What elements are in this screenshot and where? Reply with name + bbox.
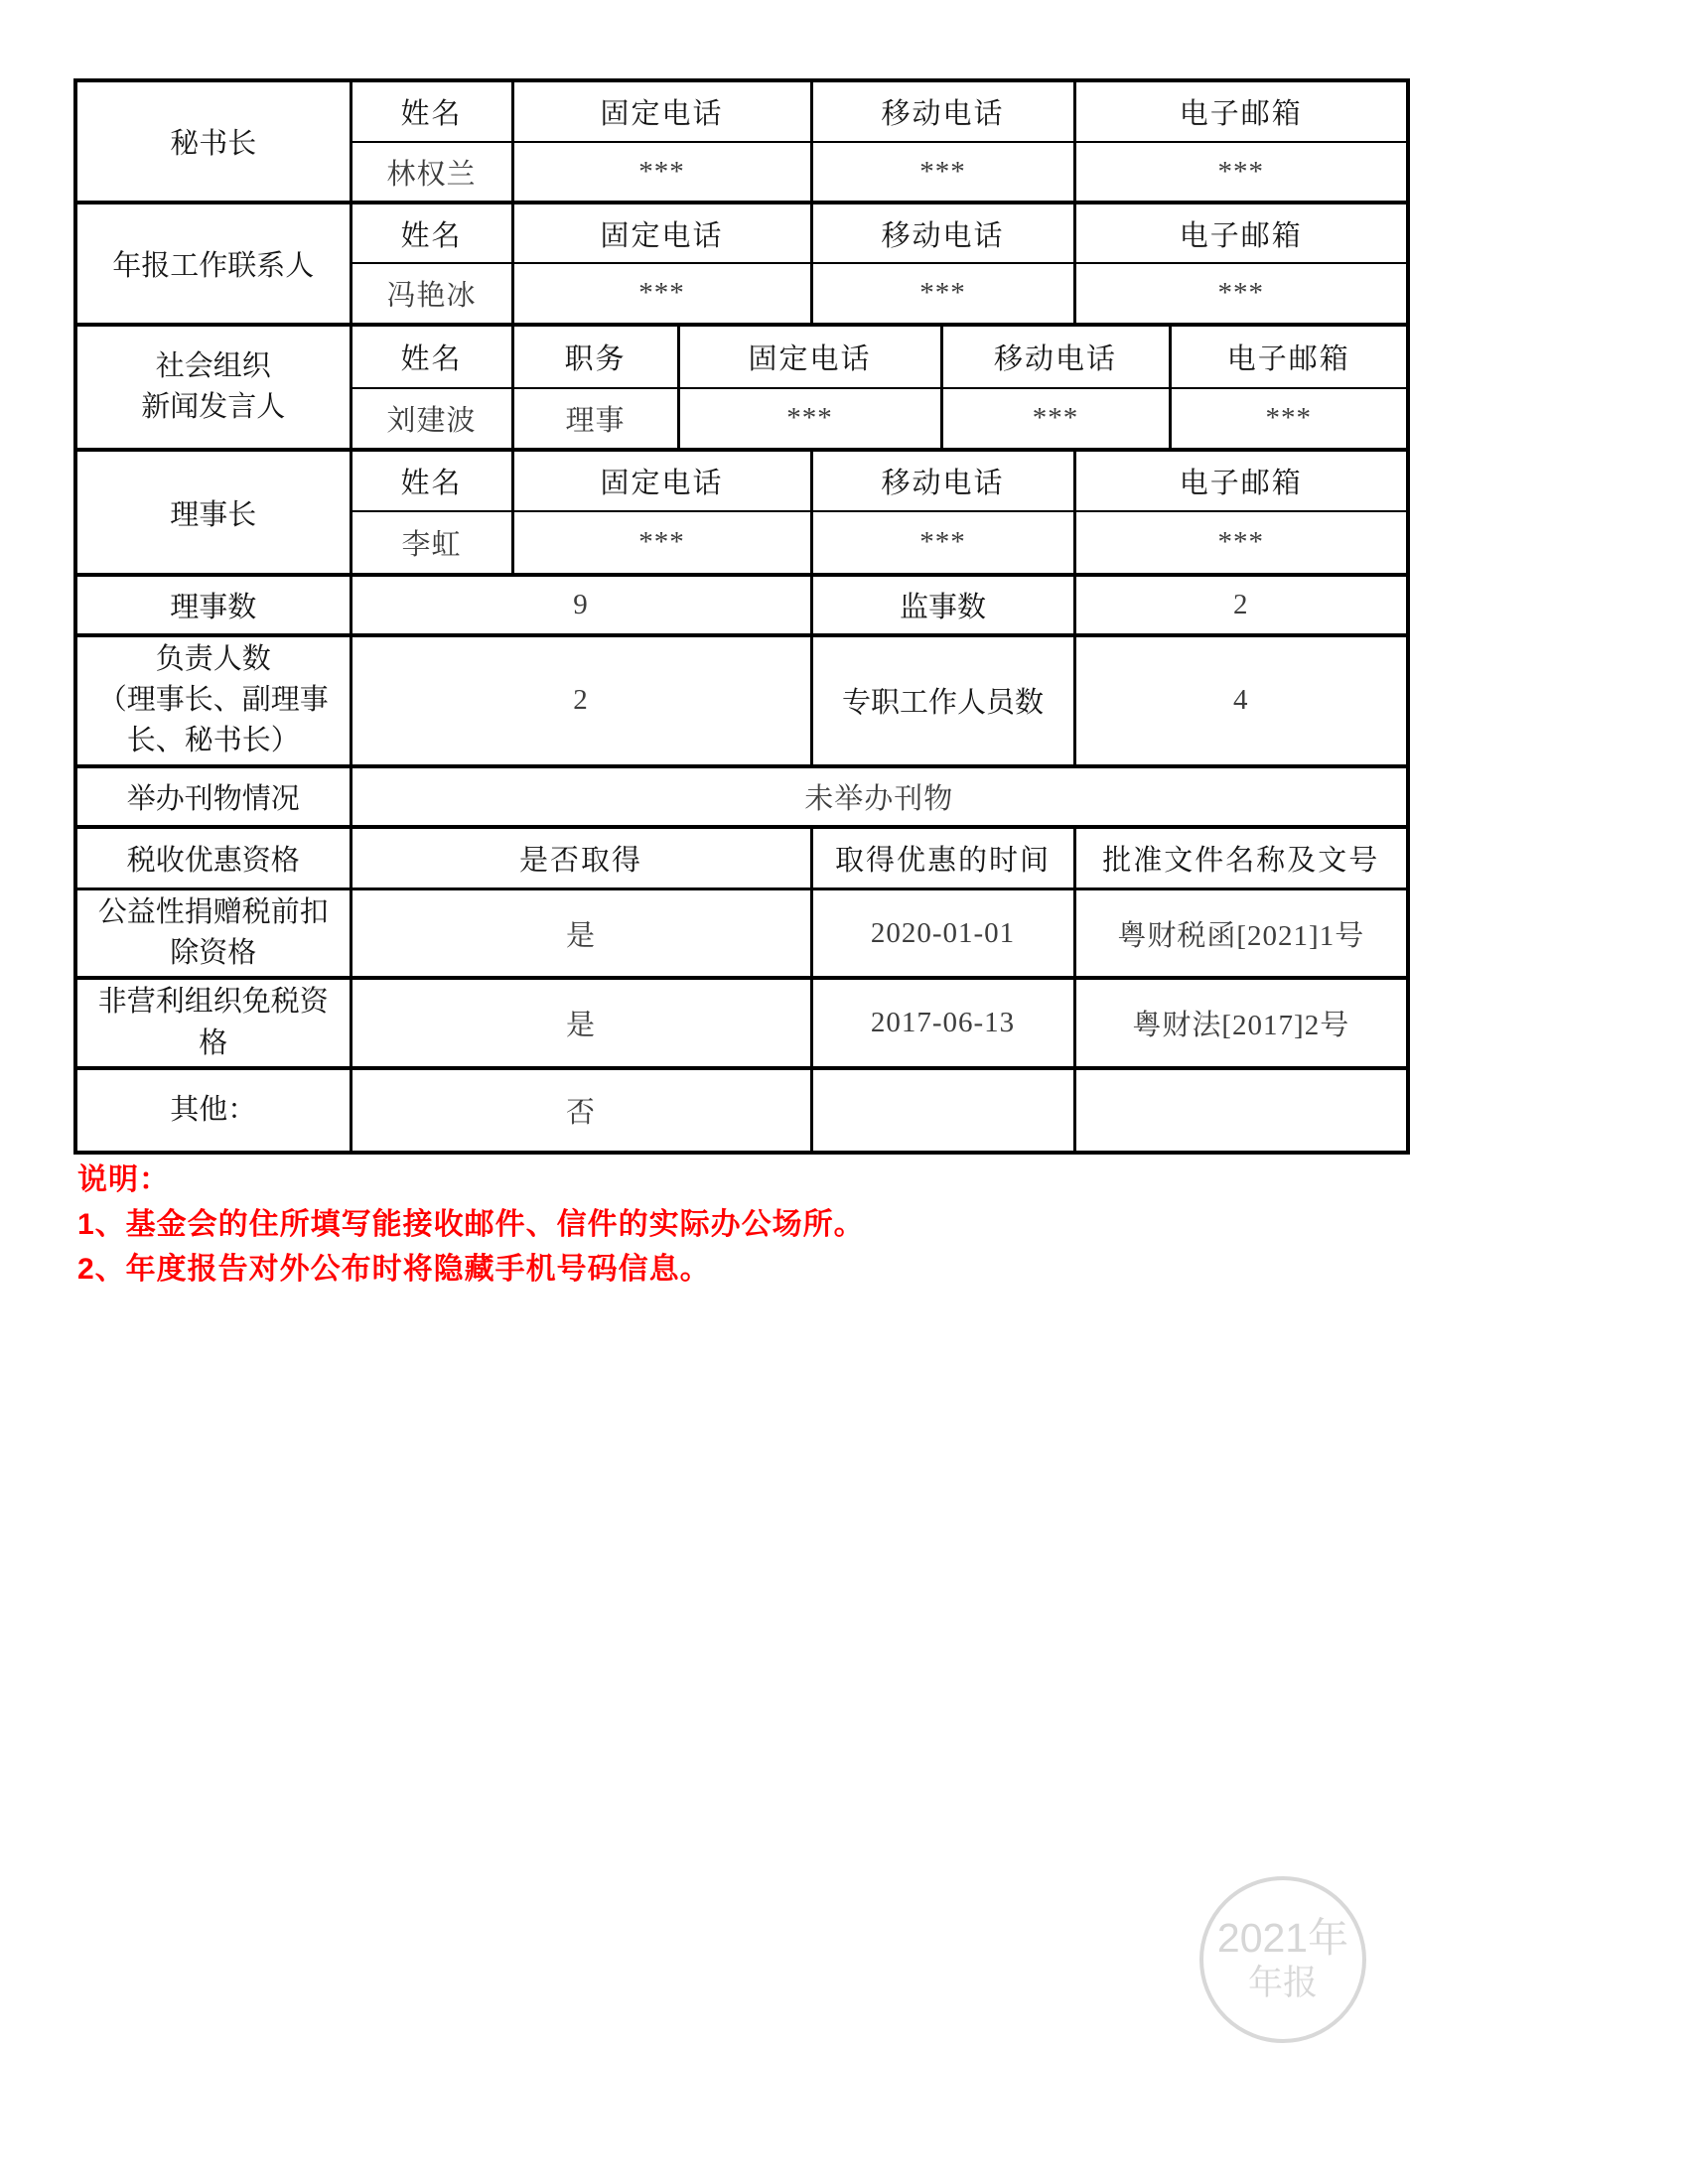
contact-email-value: *** [1074, 263, 1408, 325]
spokesperson-landline-header: 固定电话 [678, 325, 941, 388]
exemption-label-line1: 非营利组织免税资 [97, 986, 329, 1019]
chairman-name-header: 姓名 [351, 450, 512, 511]
tax-obtained-header: 是否取得 [351, 827, 811, 889]
label-charitable-donation-deduction [75, 889, 351, 979]
label-secretary-general: 秘书长 [75, 80, 351, 203]
spokesperson-name-header: 姓名 [351, 325, 512, 388]
spokesperson-email-value: *** [1170, 388, 1408, 450]
principal-label-line3: 长、秘书长） [126, 725, 300, 757]
secretary-landline-value: *** [512, 142, 811, 203]
spokesperson-landline-value: *** [678, 388, 941, 450]
contact-landline-value: *** [512, 263, 811, 325]
other-document-value [1074, 1068, 1408, 1153]
director-count-value: 9 [351, 575, 811, 635]
publication-status-value: 未举办刊物 [351, 766, 1408, 827]
other-label-line1: 其他： [170, 1093, 257, 1126]
annual-report-watermark [1199, 1876, 1366, 2043]
chairman-landline-value: *** [512, 511, 811, 575]
chairman-name-value: 李虹 [351, 511, 512, 575]
watermark-report-text: 年报 [1247, 1963, 1318, 2002]
exemption-time-value: 2017-06-13 [811, 978, 1074, 1067]
chairman-email-value: *** [1074, 511, 1408, 575]
fulltime-staff-count-value: 4 [1074, 635, 1408, 766]
donation-obtained-value: 是 [351, 889, 811, 979]
contact-mobile-value: *** [811, 263, 1074, 325]
donation-label-line2: 除资格 [170, 937, 257, 970]
chairman-mobile-value: *** [811, 511, 1074, 575]
secretary-landline-header: 固定电话 [512, 80, 811, 142]
secretary-email-value: *** [1074, 142, 1408, 203]
label-director-count: 理事数 [75, 575, 351, 635]
watermark-year-text: 2021年 [1216, 1915, 1349, 1962]
spokesperson-label-line2: 新闻发言人 [141, 391, 286, 423]
other-obtained-value: 否 [351, 1068, 811, 1153]
notes-section [77, 1158, 865, 1292]
tax-time-header: 取得优惠的时间 [811, 827, 1074, 889]
spokesperson-position-header: 职务 [512, 325, 678, 388]
secretary-email-header: 电子邮箱 [1074, 80, 1408, 142]
contact-info-table [73, 78, 1410, 1155]
contact-email-header: 电子邮箱 [1074, 203, 1408, 263]
principal-count-value: 2 [351, 635, 811, 766]
notes-title: 说明： [77, 1163, 170, 1196]
label-other [75, 1068, 351, 1153]
donation-time-value: 2020-01-01 [811, 889, 1074, 979]
label-spokesperson [75, 325, 351, 450]
spokesperson-name-value: 刘建波 [351, 388, 512, 450]
secretary-mobile-value: *** [811, 142, 1074, 203]
spokesperson-mobile-value: *** [941, 388, 1170, 450]
contact-name-header: 姓名 [351, 203, 512, 263]
chairman-email-header: 电子邮箱 [1074, 450, 1408, 511]
label-tax-benefit-qualification: 税收优惠资格 [75, 827, 351, 889]
secretary-name-header: 姓名 [351, 80, 512, 142]
note-item-1: 1、基金会的住所填写能接收邮件、信件的实际办公场所。 [77, 1208, 865, 1241]
contact-name-value: 冯艳冰 [351, 263, 512, 325]
label-publication-status: 举办刊物情况 [75, 766, 351, 827]
other-time-value [811, 1068, 1074, 1153]
contact-landline-header: 固定电话 [512, 203, 811, 263]
spokesperson-label-line1: 社会组织 [155, 349, 271, 382]
secretary-name-value: 林权兰 [351, 142, 512, 203]
tax-document-header: 批准文件名称及文号 [1074, 827, 1408, 889]
contact-mobile-header: 移动电话 [811, 203, 1074, 263]
label-supervisor-count: 监事数 [811, 575, 1074, 635]
chairman-landline-header: 固定电话 [512, 450, 811, 511]
note-item-2: 2、年度报告对外公布时将隐藏手机号码信息。 [77, 1253, 711, 1286]
principal-label-line1: 负责人数 [155, 643, 271, 675]
spokesperson-mobile-header: 移动电话 [941, 325, 1170, 388]
spokesperson-email-header: 电子邮箱 [1170, 325, 1408, 388]
label-annual-report-contact: 年报工作联系人 [75, 203, 351, 325]
chairman-mobile-header: 移动电话 [811, 450, 1074, 511]
donation-label-line1: 公益性捐赠税前扣 [97, 896, 329, 929]
exemption-document-value: 粤财法[2017]2号 [1074, 978, 1408, 1067]
label-principal-count [75, 635, 351, 766]
label-chairman: 理事长 [75, 450, 351, 575]
secretary-mobile-header: 移动电话 [811, 80, 1074, 142]
exemption-label-line2: 格 [199, 1026, 228, 1059]
exemption-obtained-value: 是 [351, 978, 811, 1067]
label-nonprofit-tax-exemption [75, 978, 351, 1067]
label-fulltime-staff-count: 专职工作人员数 [811, 635, 1074, 766]
principal-label-line2: （理事长、副理事 [97, 684, 329, 717]
supervisor-count-value: 2 [1074, 575, 1408, 635]
donation-document-value: 粤财税函[2021]1号 [1074, 889, 1408, 979]
spokesperson-position-value: 理事 [512, 388, 678, 450]
